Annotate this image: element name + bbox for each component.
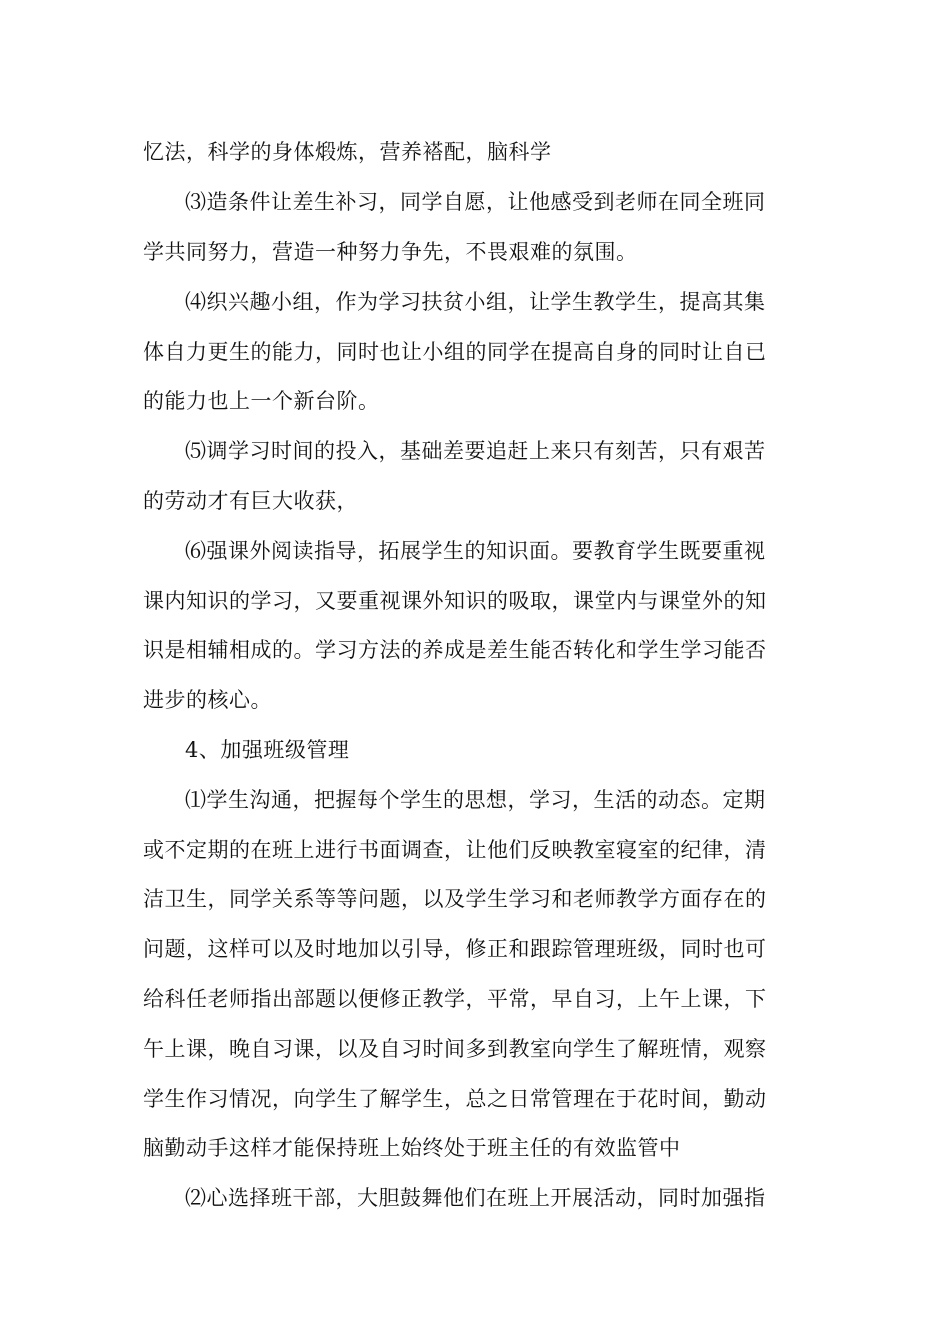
text-line: 忆法，科学的身体煅炼，营养褡配，脑科学 [143, 140, 552, 164]
text-line: 体自力更生的能力，同时也让小组的同学在提高自身的同时让自已 [143, 340, 767, 364]
text-line: 或不定期的在班上进行书面调查，让他们反映教室寝室的纪律，清 [143, 838, 767, 862]
text-line: 洁卫生，同学关系等等问题，以及学生学习和老师教学方面存在的 [143, 887, 767, 911]
text-line: 识是相辅相成的。学习方法的养成是差生能否转化和学生学习能否 [143, 638, 767, 662]
text-line: ⑹强课外阅读指导，拓展学生的知识面。要教育学生既要重视 [185, 539, 766, 563]
text-line: ⑷织兴趣小组，作为学习扶贫小组，让学生教学生，提高其集 [185, 290, 766, 314]
text-line: 脑勤动手这样才能保持班上始终处于班主任的有效监管中 [143, 1136, 681, 1160]
text-line: 午上课，晚自习课，以及自习时间多到教室向学生了解班情，观察 [143, 1037, 767, 1061]
text-line: ⑴学生沟通，把握每个学生的思想，学习，生活的动态。定期 [185, 788, 766, 812]
text-line: 的劳动才有巨大收获， [143, 489, 358, 513]
text-line: ⑵心选择班干部，大胆鼓舞他们在班上开展活动，同时加强指 [185, 1186, 766, 1210]
text-line: 课内知识的学习，又要重视课外知识的吸取，课堂内与课堂外的知 [143, 589, 767, 613]
text-line: 给科任老师指出部题以便修正教学，平常，早自习，上午上课，下 [143, 987, 767, 1011]
text-line: 的能力也上一个新台阶。 [143, 389, 380, 413]
text-line: 进步的核心。 [143, 688, 272, 712]
text-line: 问题，这样可以及时地加以引导，修正和跟踪管理班级，同时也可 [143, 937, 767, 961]
section-heading: 4、加强班级管理 [185, 738, 350, 762]
text-line: 学共同努力，营造一种努力争先，不畏艰难的氛围。 [143, 240, 638, 264]
text-line: 学生作习情况，向学生了解学生，总之日常管理在于花时间，勤动 [143, 1087, 767, 1111]
text-line: ⑶造条件让差生补习，同学自愿，让他感受到老师在同全班同 [185, 190, 766, 214]
text-line: ⑸调学习时间的投入，基础差要追赶上来只有刻苦，只有艰苦 [185, 439, 766, 463]
